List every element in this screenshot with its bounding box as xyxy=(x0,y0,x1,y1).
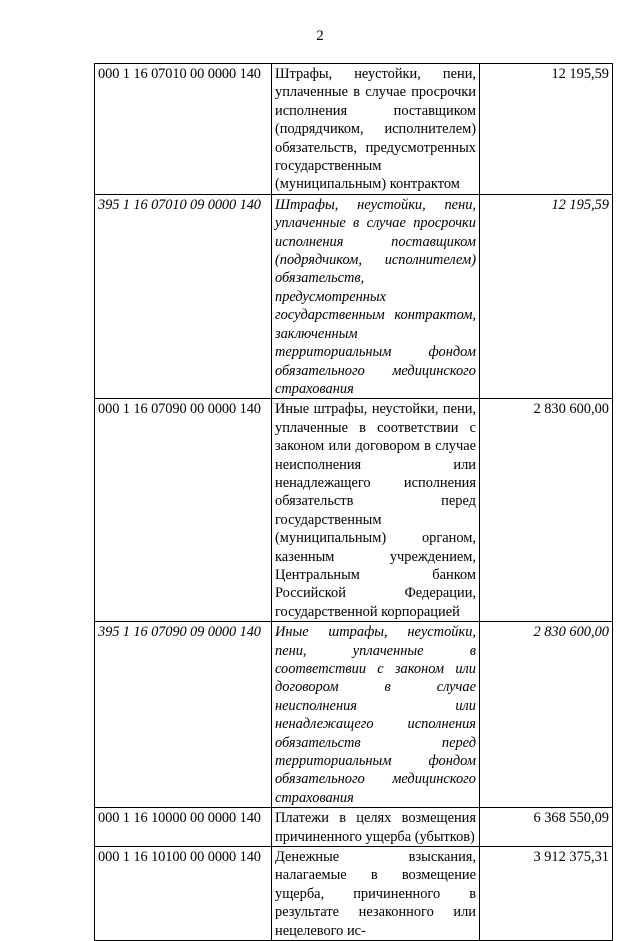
row-name: Иные штрафы, неустойки, пени, уплаченные в соответствии с законом или договором в случае неисполнения или ненадлежащего исполнения обязательств перед территориальным фондом обязательного медицинского страхования xyxy=(272,622,480,808)
row-amount: 2 830 600,00 xyxy=(480,622,613,808)
row-name: Иные штрафы, неустойки, пени, уплаченные в соответствии с законом или договором в случае неисполнения или ненадлежащего исполнения обязательств перед государственным (муниципальным) органом, казенным учреждением, Центральным банком Российской Федерации, государственной корпорацией xyxy=(272,399,480,622)
row-code: 000 1 16 10100 00 0000 140 xyxy=(95,847,272,941)
row-code: 395 1 16 07090 09 0000 140 xyxy=(95,622,272,808)
table-row xyxy=(95,399,613,622)
row-code: 000 1 16 10000 00 0000 140 xyxy=(95,808,272,847)
table-row xyxy=(95,64,613,195)
row-amount: 12 195,59 xyxy=(480,64,613,195)
row-code: 000 1 16 07090 00 0000 140 xyxy=(95,399,272,622)
table-row xyxy=(95,622,613,808)
row-amount: 3 912 375,31 xyxy=(480,847,613,941)
page-number: 2 xyxy=(316,28,324,44)
row-code: 395 1 16 07010 09 0000 140 xyxy=(95,194,272,398)
row-amount: 6 368 550,09 xyxy=(480,808,613,847)
row-name: Денежные взыскания, налагаемые в возмещение ущерба, причиненного в результате незаконного или нецелевого ис- xyxy=(272,847,480,941)
row-name: Штрафы, неустойки, пени, уплаченные в случае просрочки исполнения поставщиком (подрядчиком, исполнителем) обязательств, предусмотренных государственным контрактом, заключенным территориальным фондом обязательного медицинского страхования xyxy=(272,194,480,398)
row-name: Платежи в целях возмещения причиненного ущерба (убытков) xyxy=(272,808,480,847)
table-row xyxy=(95,808,613,847)
table-row xyxy=(95,847,613,941)
row-code: 000 1 16 07010 00 0000 140 xyxy=(95,64,272,195)
row-amount: 2 830 600,00 xyxy=(480,399,613,622)
row-amount: 12 195,59 xyxy=(480,194,613,398)
budget-table xyxy=(94,63,613,941)
table-row xyxy=(95,194,613,398)
row-name: Штрафы, неустойки, пени, уплаченные в случае просрочки исполнения поставщиком (подрядчиком, исполнителем) обязательств, предусмотренных государственным (муниципальным) контрактом xyxy=(272,64,480,195)
